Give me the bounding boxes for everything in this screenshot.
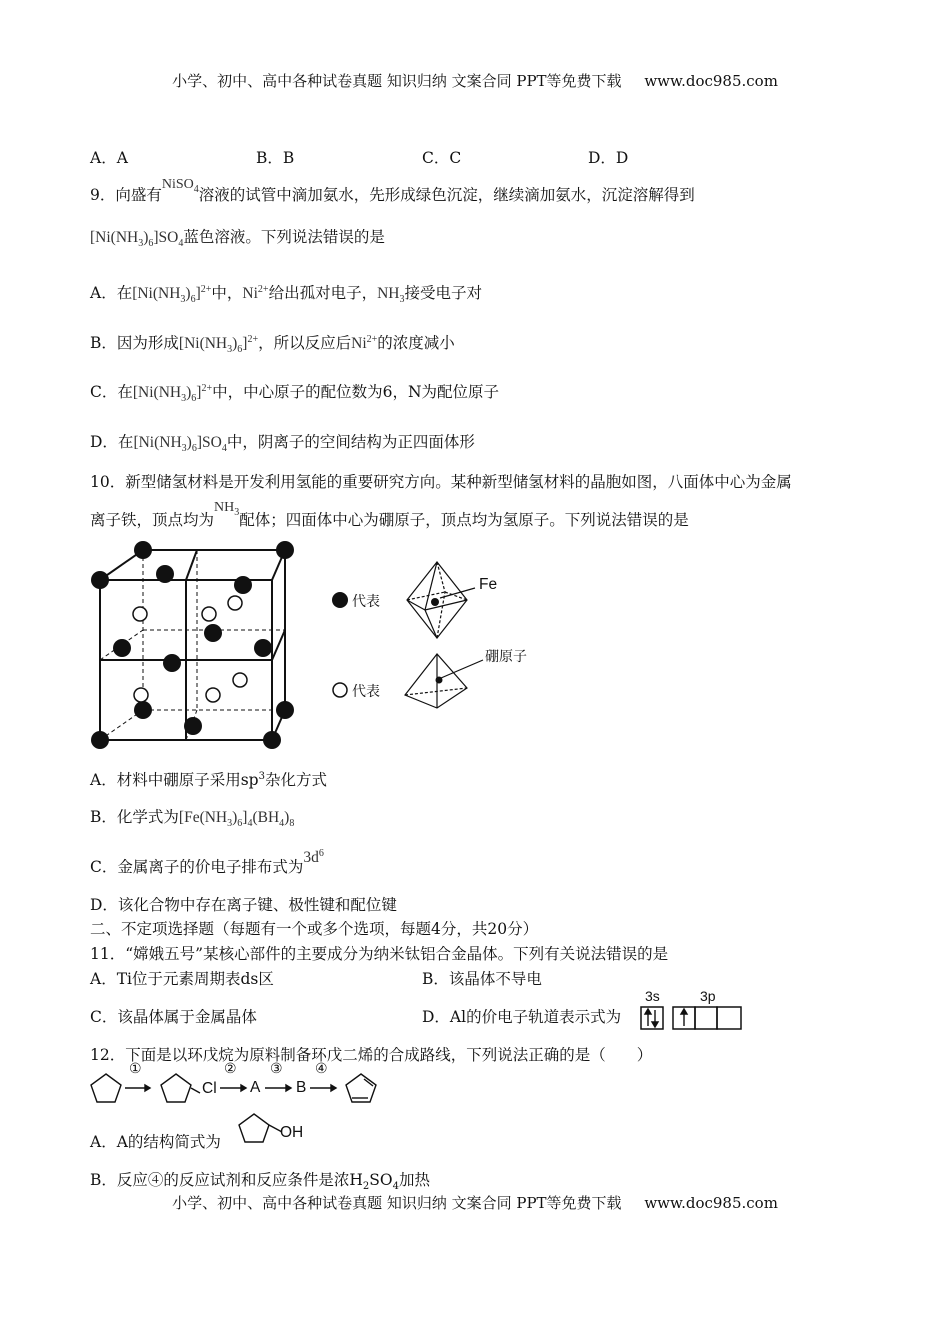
q8-option-a: A．A [90, 149, 128, 167]
q9-option-a: A．在$[Ni(NH_3)_6]^{2+}$中，$Ni^{2+}$给出孤对电子，$NH_3$接受电子对 [90, 283, 482, 306]
q9-option-b: B．因为形成$[Ni(NH_3)_6]^{2+}$，所以反应后$Ni^{2+}$的浓度减小 [90, 333, 455, 356]
q10-option-a: A．材料中硼原子采用$sp^3$杂化方式 [90, 770, 327, 789]
boron-label: 硼原子 [485, 649, 527, 665]
legend-filled-label: 代表 [352, 594, 380, 610]
q11-option-d: D．Al的价电子轨道表示式为 [422, 1008, 622, 1026]
q10-option-b: B．化学式为$[Fe(NH_3)_6]_4(BH_4)_8$ [90, 808, 295, 830]
header-url: www.doc985.com [644, 72, 778, 90]
section-2-title: 二、不定项选择题（每题有一个或多个选项，每题4分，共20分） [90, 920, 539, 938]
q10-option-c: C．金属离子的价电子排布式为$3d^6$ [90, 847, 324, 876]
q9-stem-line1: 9．向盛有NiSO$_4$溶液的试管中滴加氨水，先形成绿色沉淀，继续滴加氨水，沉淀溶解得到 [90, 177, 695, 204]
q12-option-b: B．反应④的反应试剂和反应条件是浓$H_2SO_4$加热 [90, 1171, 431, 1193]
step-2-label: ② [224, 1061, 237, 1077]
q9-option-d: D．在$[Ni(NH_3)_6]SO_4$中，阴离子的空间结构为正四面体形 [90, 433, 475, 455]
intermediate-b-label: B [296, 1079, 307, 1096]
step-1-label: ① [129, 1061, 142, 1077]
q9-option-c: C．在$[Ni(NH_3)_6]^{2+}$中，中心原子的配位数为6，N为配位原子 [90, 382, 500, 405]
crystal-cell-figure [85, 538, 315, 753]
step-3-label: ③ [270, 1061, 283, 1077]
q8-option-c: C．C [422, 149, 462, 167]
q12-option-a: A．A的结构简式为 [90, 1133, 221, 1151]
footer-text: 小学、初中、高中各种试卷真题 知识归纳 文案合同 PPT等免费下载 [172, 1194, 622, 1212]
q12-stem: 12．下面是以环戊烷为原料制备环戊二烯的合成路线，下列说法正确的是（ ） [90, 1046, 653, 1064]
legend-open-label: 代表 [352, 684, 380, 700]
orbital-diagram [640, 1006, 746, 1030]
orbital-3p-label: 3p [700, 988, 716, 1004]
header-text: 小学、初中、高中各种试卷真题 知识归纳 文案合同 PPT等免费下载 [172, 72, 622, 90]
q10-stem-line1: 10．新型储氢材料是开发利用氢能的重要研究方向。某种新型储氢材料的晶胞如图，八面体中心为金属 [90, 473, 792, 491]
cyclopentanol-structure [236, 1110, 286, 1152]
step-4-label: ④ [315, 1061, 328, 1077]
cl-label: Cl [202, 1080, 217, 1097]
q9-stem-line2: $[Ni(NH_3)_6]SO_4$蓝色溶液。下列说法错误的是 [90, 228, 385, 250]
q11-option-a: A．Ti位于元素周期表ds区 [90, 970, 274, 988]
q10-stem-line2: 离子铁，顶点均为$NH_3$配体；四面体中心为硼原子，顶点均为氢原子。下列说法错误的是 [90, 500, 689, 529]
intermediate-a-label: A [250, 1079, 261, 1096]
q11-stem: 11．“嫦娥五号”某核心部件的主要成分为纳米钛铝合金晶体。下列有关说法错误的是 [90, 945, 669, 963]
q8-option-d: D．D [588, 149, 629, 167]
q11-option-b: B．该晶体不导电 [422, 970, 542, 988]
q11-option-c: C．该晶体属于金属晶体 [90, 1008, 257, 1026]
footer-url: www.doc985.com [644, 1194, 778, 1212]
fe-label: Fe [479, 576, 498, 593]
page-header [0, 70, 950, 91]
oh-label: OH [280, 1124, 304, 1141]
page-footer [0, 1192, 950, 1213]
q10-option-d: D．该化合物中存在离子键、极性键和配位键 [90, 896, 397, 914]
q8-option-b: B．B [256, 149, 295, 167]
orbital-3s-label: 3s [645, 988, 660, 1004]
